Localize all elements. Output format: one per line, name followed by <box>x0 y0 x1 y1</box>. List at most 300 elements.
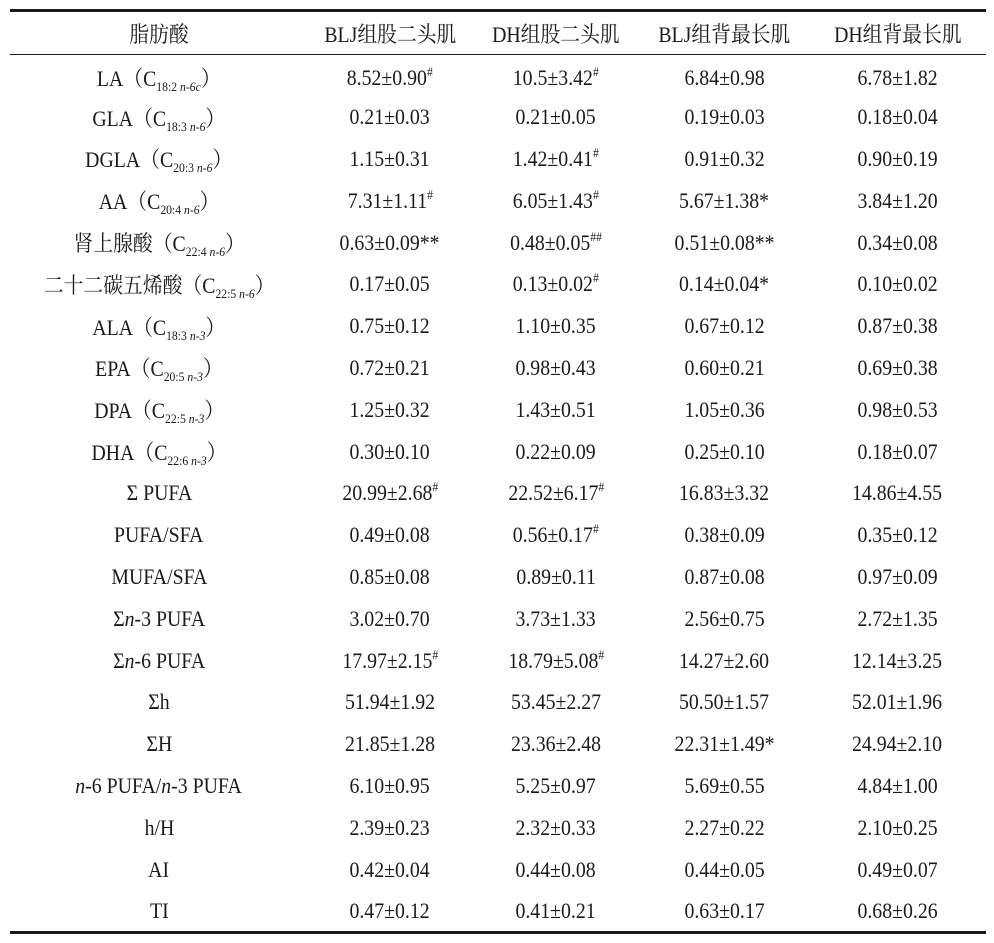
value-cell <box>308 472 472 514</box>
value-cell <box>640 180 809 222</box>
value-cell <box>472 263 640 305</box>
fatty-acid-name-segment: -6 PUFA <box>134 647 206 673</box>
fatty-acid-name-cell <box>10 514 308 556</box>
mean-sd-value: 2.32±0.33 <box>515 814 597 840</box>
mean-sd-value: 6.78±1.82 <box>857 64 938 90</box>
fatty-acid-name-segment: n-3 <box>187 369 204 385</box>
mean-sd-value: 0.51±0.08** <box>674 229 775 255</box>
value-cell <box>308 55 472 97</box>
fatty-acid-name <box>95 352 223 383</box>
mean-sd-value: 0.85±0.08 <box>349 563 431 589</box>
mean-sd-value: 22.31±1.49* <box>674 731 775 757</box>
value-cell <box>472 96 640 138</box>
fatty-acid-name <box>76 773 243 799</box>
value-cell <box>472 55 640 97</box>
fatty-acid-name-segment: ） <box>205 314 226 340</box>
value-cell <box>640 723 809 765</box>
fatty-acid-name-segment: 20:5 <box>163 369 188 385</box>
header-blj-longissimus: BLJ组背最长肌 <box>640 11 809 55</box>
fatty-acid-name-cell <box>10 180 308 222</box>
mean-sd-value: 3.84±1.20 <box>857 187 938 213</box>
significance-mark: # <box>432 646 438 662</box>
header-dh-biceps-femoris: DH组股二头肌 <box>472 11 640 55</box>
table-row <box>10 556 986 598</box>
header-dh-longissimus: DH组背最长肌 <box>809 11 986 55</box>
value-cell <box>809 556 986 598</box>
fatty-acid-name-cell <box>10 55 308 97</box>
fatty-acid-name-segment: n <box>124 647 135 673</box>
value-cell <box>308 305 472 347</box>
mean-sd-value: 0.87±0.38 <box>857 313 938 339</box>
mean-sd-value: 7.31±1.11 <box>347 187 427 213</box>
value-cell <box>640 472 809 514</box>
significance-mark: # <box>427 63 434 79</box>
fatty-acid-name <box>99 185 220 216</box>
mean-sd-value: 0.49±0.07 <box>857 856 938 882</box>
mean-sd-value: 0.18±0.04 <box>857 104 938 130</box>
fatty-acid-name-segment: LA（C <box>97 66 157 92</box>
fatty-acid-name-segment: n-6c <box>180 79 202 95</box>
fatty-acid-name-segment: ΣH <box>146 731 172 757</box>
mean-sd-value: 2.39±0.23 <box>349 814 431 840</box>
fatty-acid-name-segment: n <box>75 772 86 798</box>
value-cell <box>640 640 809 682</box>
value-cell <box>809 472 986 514</box>
fatty-acid-name <box>91 436 226 467</box>
table-row <box>10 723 986 765</box>
header-row <box>10 11 986 55</box>
mean-sd-value: 1.43±0.51 <box>515 396 597 422</box>
mean-sd-value: 0.68±0.26 <box>857 897 938 923</box>
table-row <box>10 681 986 723</box>
fatty-acid-name-segment: 18:3 <box>166 118 191 134</box>
value-cell <box>308 514 472 556</box>
table-header <box>10 11 986 55</box>
table-row <box>10 305 986 347</box>
table-row <box>10 222 986 264</box>
value-cell <box>640 598 809 640</box>
value-cell <box>308 723 472 765</box>
fatty-acid-name-segment: DPA（C <box>94 398 165 424</box>
mean-sd-value: 0.14±0.04* <box>679 271 770 297</box>
value-cell <box>809 389 986 431</box>
value-cell <box>472 598 640 640</box>
fatty-acid-name-cell <box>10 222 308 264</box>
fatty-acid-name-cell <box>10 263 308 305</box>
value-cell <box>308 96 472 138</box>
mean-sd-value: 3.73±1.33 <box>515 605 597 631</box>
mean-sd-value: 0.91±0.32 <box>684 145 765 171</box>
value-cell <box>640 305 809 347</box>
mean-sd-value: 0.98±0.43 <box>515 354 597 380</box>
mean-sd-value: 0.48±0.05 <box>510 229 591 255</box>
fatty-acid-name-segment: Σh <box>148 689 170 715</box>
value-cell <box>809 598 986 640</box>
mean-sd-value: 23.36±2.48 <box>510 731 602 757</box>
table-row <box>10 807 986 849</box>
mean-sd-value: 51.94±1.92 <box>344 689 436 715</box>
mean-sd-value: 1.15±0.31 <box>349 145 431 171</box>
fatty-acid-name <box>146 731 172 757</box>
value-cell <box>809 347 986 389</box>
fatty-acid-name-segment: AA（C <box>98 189 161 215</box>
fatty-acid-name <box>111 564 207 590</box>
fatty-acid-name-cell <box>10 849 308 891</box>
fatty-acid-name-cell <box>10 347 308 389</box>
value-cell <box>640 514 809 556</box>
fatty-acid-name-segment: AI <box>148 856 170 882</box>
value-cell <box>308 807 472 849</box>
value-cell <box>472 472 640 514</box>
mean-sd-value: 0.75±0.12 <box>349 313 431 339</box>
mean-sd-value: 14.86±4.55 <box>852 480 943 506</box>
fatty-acid-name-segment: n <box>161 772 172 798</box>
value-cell <box>472 305 640 347</box>
table-row <box>10 849 986 891</box>
fatty-acid-name-segment: n-6 <box>238 285 255 301</box>
value-cell <box>472 180 640 222</box>
fatty-acid-name-segment: ） <box>204 398 224 424</box>
fatty-acid-name-segment: ALA（C <box>92 314 167 340</box>
value-cell <box>640 431 809 473</box>
value-cell <box>640 263 809 305</box>
value-cell <box>308 765 472 807</box>
value-cell <box>809 890 986 932</box>
fatty-acid-name-segment: 22:6 <box>167 453 192 469</box>
mean-sd-value: 4.84±1.00 <box>857 772 938 798</box>
mean-sd-value: 0.60±0.21 <box>684 354 765 380</box>
value-cell <box>472 556 640 598</box>
mean-sd-value: 0.42±0.04 <box>349 856 431 882</box>
value-cell <box>809 765 986 807</box>
value-cell <box>809 96 986 138</box>
fatty-acid-name-cell <box>10 431 308 473</box>
mean-sd-value: 22.52±6.17 <box>508 480 599 506</box>
fatty-acid-name-segment: GLA（C <box>92 105 167 131</box>
fatty-acid-name-cell <box>10 765 308 807</box>
significance-mark: # <box>593 144 600 160</box>
value-cell <box>308 556 472 598</box>
mean-sd-value: 0.19±0.03 <box>684 104 765 130</box>
fatty-acid-name-segment: EPA（C <box>95 356 164 382</box>
fatty-acid-name-segment: 20:4 <box>160 202 184 218</box>
mean-sd-value: 17.97±2.15 <box>342 647 433 673</box>
value-cell <box>472 723 640 765</box>
table-row <box>10 138 986 180</box>
fatty-acid-name-segment: 肾上腺酸（C <box>73 231 186 257</box>
mean-sd-value: 18.79±5.08 <box>508 647 599 673</box>
fatty-acid-name-cell <box>10 681 308 723</box>
value-cell <box>809 681 986 723</box>
mean-sd-value: 2.10±0.25 <box>857 814 938 840</box>
fatty-acid-name-segment: 18:3 <box>166 327 191 343</box>
fatty-acid-name-segment: n <box>124 605 135 631</box>
table-row <box>10 389 986 431</box>
fatty-acid-name-segment: n-3 <box>191 453 207 469</box>
fatty-acid-name-segment: MUFA/SFA <box>110 563 208 589</box>
value-cell <box>809 222 986 264</box>
mean-sd-value: 0.17±0.05 <box>349 271 431 297</box>
fatty-acid-name-segment: 22:4 <box>185 244 210 260</box>
fatty-acid-name-segment: h/H <box>144 814 174 840</box>
fatty-acid-name-segment: ） <box>212 147 233 173</box>
fatty-acid-name-segment: n-6 <box>183 202 200 218</box>
fatty-acid-name-segment: ） <box>206 440 227 466</box>
mean-sd-value: 2.72±1.35 <box>857 605 938 631</box>
fatty-acid-name-segment: -3 PUFA <box>171 772 243 798</box>
value-cell <box>809 263 986 305</box>
fatty-acid-name-segment: ） <box>199 189 220 215</box>
value-cell <box>308 180 472 222</box>
mean-sd-value: 2.56±0.75 <box>684 605 765 631</box>
mean-sd-value: 2.27±0.22 <box>684 814 765 840</box>
mean-sd-value: 5.69±0.55 <box>684 772 765 798</box>
mean-sd-value: 0.56±0.17 <box>512 522 594 548</box>
table-row <box>10 347 986 389</box>
fatty-acid-name <box>114 522 204 548</box>
mean-sd-value: 0.63±0.17 <box>684 897 765 923</box>
fatty-acid-name-cell <box>10 807 308 849</box>
mean-sd-value: 0.41±0.21 <box>515 897 597 923</box>
fatty-acid-name-segment: 20:3 <box>173 160 198 176</box>
value-cell <box>308 640 472 682</box>
fatty-acid-name <box>113 648 205 674</box>
mean-sd-value: 16.83±3.32 <box>679 480 770 506</box>
value-cell <box>809 138 986 180</box>
value-cell <box>308 681 472 723</box>
fatty-acid-name-segment: n-3 <box>188 411 205 427</box>
value-cell <box>640 890 809 932</box>
fatty-acid-name-cell <box>10 723 308 765</box>
fatty-acid-name-segment: 22:5 <box>164 411 189 427</box>
fatty-acid-name-segment: TI <box>149 897 169 923</box>
fatty-acid-table <box>10 9 986 934</box>
value-cell <box>472 640 640 682</box>
mean-sd-value: 21.85±1.28 <box>344 731 436 757</box>
value-cell <box>809 514 986 556</box>
table-row <box>10 472 986 514</box>
mean-sd-value: 0.87±0.08 <box>684 563 765 589</box>
value-cell <box>640 222 809 264</box>
mean-sd-value: 0.49±0.08 <box>349 522 431 548</box>
mean-sd-value: 0.44±0.08 <box>515 856 597 882</box>
fatty-acid-name-segment: ） <box>224 231 245 257</box>
mean-sd-value: 0.21±0.03 <box>349 104 431 130</box>
mean-sd-value: 0.25±0.10 <box>684 438 765 464</box>
mean-sd-value: 0.98±0.53 <box>857 396 938 422</box>
mean-sd-value: 10.5±3.42 <box>512 64 594 90</box>
fatty-acid-name-cell <box>10 472 308 514</box>
fatty-acid-name-cell <box>10 890 308 932</box>
value-cell <box>809 180 986 222</box>
value-cell <box>809 807 986 849</box>
value-cell <box>640 556 809 598</box>
mean-sd-value: 0.18±0.07 <box>857 438 938 464</box>
header-fatty-acid: 脂肪酸 <box>10 11 308 55</box>
significance-mark: # <box>593 270 600 286</box>
mean-sd-value: 0.10±0.02 <box>857 271 938 297</box>
mean-sd-value: 14.27±2.60 <box>679 647 770 673</box>
mean-sd-value: 0.90±0.19 <box>857 145 938 171</box>
value-cell <box>809 305 986 347</box>
value-cell <box>308 347 472 389</box>
table-row <box>10 96 986 138</box>
value-cell <box>308 431 472 473</box>
value-cell <box>308 890 472 932</box>
value-cell <box>809 431 986 473</box>
fatty-acid-name-segment: 22:5 <box>215 285 239 301</box>
mean-sd-value: 12.14±3.25 <box>852 647 943 673</box>
fatty-acid-name-segment: ） <box>205 105 226 131</box>
value-cell <box>472 849 640 891</box>
fatty-acid-name-segment: n-6 <box>209 244 225 260</box>
fatty-acid-name-segment: 18:2 <box>156 79 181 95</box>
table-row <box>10 890 986 932</box>
value-cell <box>472 222 640 264</box>
value-cell <box>472 765 640 807</box>
fatty-acid-table-container <box>10 9 986 934</box>
mean-sd-value: 24.94±2.10 <box>852 731 943 757</box>
value-cell <box>308 263 472 305</box>
significance-mark: # <box>598 479 604 495</box>
mean-sd-value: 0.44±0.05 <box>684 856 765 882</box>
mean-sd-value: 5.67±1.38* <box>679 187 770 213</box>
fatty-acid-name-segment: ） <box>203 356 223 382</box>
mean-sd-value: 0.67±0.12 <box>684 313 765 339</box>
mean-sd-value: 52.01±1.96 <box>852 689 943 715</box>
fatty-acid-name-segment: -6 PUFA/ <box>85 772 162 798</box>
fatty-acid-name-segment: n-6 <box>197 160 213 176</box>
value-cell <box>472 514 640 556</box>
mean-sd-value: 0.21±0.05 <box>515 104 597 130</box>
significance-mark: # <box>598 646 604 662</box>
value-cell <box>308 389 472 431</box>
fatty-acid-name-segment: ） <box>201 66 221 92</box>
mean-sd-value: 0.22±0.09 <box>515 438 597 464</box>
mean-sd-value: 0.38±0.09 <box>684 522 765 548</box>
table-row <box>10 765 986 807</box>
value-cell <box>809 723 986 765</box>
value-cell <box>472 681 640 723</box>
significance-mark: # <box>593 63 600 79</box>
value-cell <box>472 807 640 849</box>
mean-sd-value: 0.89±0.11 <box>516 563 596 589</box>
value-cell <box>809 55 986 97</box>
value-cell <box>472 389 640 431</box>
fatty-acid-name-segment: n-6 <box>190 118 206 134</box>
fatty-acid-name <box>73 227 244 258</box>
fatty-acid-name-segment: -3 PUFA <box>134 605 206 631</box>
significance-mark: ## <box>590 228 602 244</box>
fatty-acid-name-segment: PUFA/SFA <box>114 522 204 548</box>
value-cell <box>472 347 640 389</box>
significance-mark: # <box>432 479 438 495</box>
mean-sd-value: 1.10±0.35 <box>515 313 597 339</box>
mean-sd-value: 1.25±0.32 <box>349 396 431 422</box>
value-cell <box>640 807 809 849</box>
fatty-acid-name <box>85 143 232 174</box>
value-cell <box>472 431 640 473</box>
mean-sd-value: 6.10±0.95 <box>349 772 431 798</box>
mean-sd-value: 5.25±0.97 <box>515 772 597 798</box>
fatty-acid-name-segment: n-3 <box>190 327 206 343</box>
value-cell <box>809 849 986 891</box>
table-body <box>10 55 986 933</box>
fatty-acid-name <box>113 606 205 632</box>
mean-sd-value: 1.42±0.41 <box>512 145 594 171</box>
value-cell <box>308 849 472 891</box>
mean-sd-value: 0.69±0.38 <box>857 354 938 380</box>
table-row <box>10 640 986 682</box>
table-row <box>10 514 986 556</box>
value-cell <box>640 55 809 97</box>
fatty-acid-name <box>150 898 169 924</box>
mean-sd-value: 0.47±0.12 <box>349 897 431 923</box>
fatty-acid-name <box>93 311 226 342</box>
value-cell <box>472 890 640 932</box>
fatty-acid-name-segment: Σ PUFA <box>126 480 192 506</box>
mean-sd-value: 50.50±1.57 <box>679 689 770 715</box>
fatty-acid-name-cell <box>10 389 308 431</box>
mean-sd-value: 0.34±0.08 <box>857 229 938 255</box>
fatty-acid-name-cell <box>10 138 308 180</box>
table-row <box>10 598 986 640</box>
value-cell <box>308 222 472 264</box>
fatty-acid-name <box>126 480 192 506</box>
significance-mark: # <box>593 186 600 202</box>
mean-sd-value: 0.97±0.09 <box>857 563 938 589</box>
significance-mark: # <box>426 186 433 202</box>
mean-sd-value: 6.84±0.98 <box>684 64 765 90</box>
mean-sd-value: 1.05±0.36 <box>684 396 765 422</box>
fatty-acid-name-segment: 二十二碳五烯酸（C <box>43 272 216 298</box>
mean-sd-value: 0.63±0.09** <box>340 229 440 255</box>
fatty-acid-name-cell <box>10 305 308 347</box>
fatty-acid-name <box>148 689 169 715</box>
table-row <box>10 180 986 222</box>
value-cell <box>640 765 809 807</box>
mean-sd-value: 8.52±0.90 <box>346 64 428 90</box>
mean-sd-value: 0.72±0.21 <box>349 354 431 380</box>
fatty-acid-name <box>149 857 170 883</box>
mean-sd-value: 0.13±0.02 <box>512 271 594 297</box>
fatty-acid-name <box>93 102 226 133</box>
mean-sd-value: 0.30±0.10 <box>349 438 431 464</box>
value-cell <box>472 138 640 180</box>
fatty-acid-name <box>97 62 221 93</box>
value-cell <box>640 138 809 180</box>
value-cell <box>640 681 809 723</box>
fatty-acid-name-cell <box>10 640 308 682</box>
value-cell <box>640 96 809 138</box>
mean-sd-value: 53.45±2.27 <box>510 689 602 715</box>
value-cell <box>308 598 472 640</box>
fatty-acid-name-segment: Σ <box>112 605 125 631</box>
mean-sd-value: 6.05±1.43 <box>512 187 594 213</box>
value-cell <box>640 347 809 389</box>
value-cell <box>809 640 986 682</box>
fatty-acid-name <box>144 815 174 841</box>
fatty-acid-name-segment: DHA（C <box>91 440 168 466</box>
fatty-acid-name-cell <box>10 96 308 138</box>
mean-sd-value: 0.35±0.12 <box>857 522 938 548</box>
value-cell <box>640 389 809 431</box>
mean-sd-value: 20.99±2.68 <box>342 480 433 506</box>
value-cell <box>640 849 809 891</box>
table-row <box>10 263 986 305</box>
mean-sd-value: 3.02±0.70 <box>349 605 431 631</box>
fatty-acid-name-cell <box>10 598 308 640</box>
